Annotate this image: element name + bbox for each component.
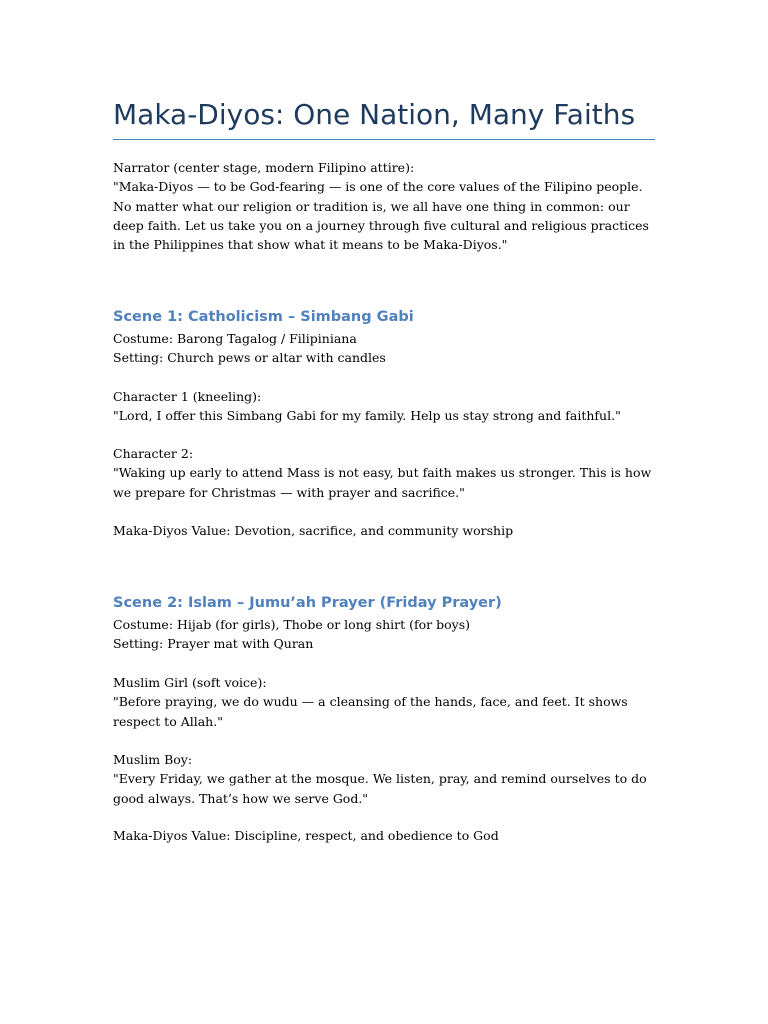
costume-line: Costume: Barong Tagalog / Filipiniana (113, 331, 357, 346)
costume-line: Costume: Hijab (for girls), Thobe or long shirt (for boys) (113, 617, 471, 632)
value-block (113, 826, 655, 845)
value-line: Maka-Diyos Value: Devotion, sacrifice, and community worship (113, 523, 514, 538)
dialogue-block (113, 387, 655, 426)
value-line: Maka-Diyos Value: Discipline, respect, and obedience to God (113, 828, 499, 843)
dialogue-speaker: Muslim Girl (soft voice): (113, 675, 267, 690)
narrator-intro (113, 158, 655, 254)
dialogue-block (113, 444, 655, 502)
narrator-line: "Maka-Diyos — to be God-fearing — is one of the core values of the Filipino people. No matter what our religion or tradition is, we all have one thing in common: our deep faith. Let us take you on a journey through five cultural and religious practices in the Philippines that show what it means to be Maka-Diyos." (113, 179, 649, 253)
dialogue-line: "Before praying, we do wudu — a cleansing of the hands, face, and feet. It shows respect to Allah." (113, 694, 628, 729)
dialogue-speaker: Character 1 (kneeling): (113, 389, 262, 404)
scene-heading: Scene 1: Catholicism – Simbang Gabi (113, 309, 414, 325)
scene-heading: Scene 2: Islam – Jumu’ah Prayer (Friday Prayer) (113, 595, 502, 611)
dialogue-line: "Lord, I offer this Simbang Gabi for my family. Help us stay strong and faithful." (113, 408, 621, 424)
scene-details (113, 329, 655, 368)
dialogue-speaker: Muslim Boy: (113, 752, 193, 767)
title-underline (113, 139, 655, 140)
setting-line: Setting: Prayer mat with Quran (113, 636, 314, 652)
document-title: Maka-Diyos: One Nation, Many Faiths (113, 98, 636, 131)
dialogue-block (113, 750, 655, 808)
dialogue-speaker: Character 2: (113, 446, 194, 461)
dialogue-line: "Every Friday, we gather at the mosque. We listen, pray, and remind ourselves to do good always. That’s how we serve God." (113, 771, 647, 806)
narrator-speaker: Narrator (center stage, modern Filipino attire): (113, 160, 415, 175)
dialogue-block (113, 673, 655, 731)
value-block (113, 521, 655, 540)
scene-details (113, 615, 655, 654)
dialogue-line: "Waking up early to attend Mass is not easy, but faith makes us stronger. This is how we prepare for Christmas — with prayer and sacrifice." (113, 465, 652, 500)
setting-line: Setting: Church pews or altar with candles (113, 350, 386, 366)
